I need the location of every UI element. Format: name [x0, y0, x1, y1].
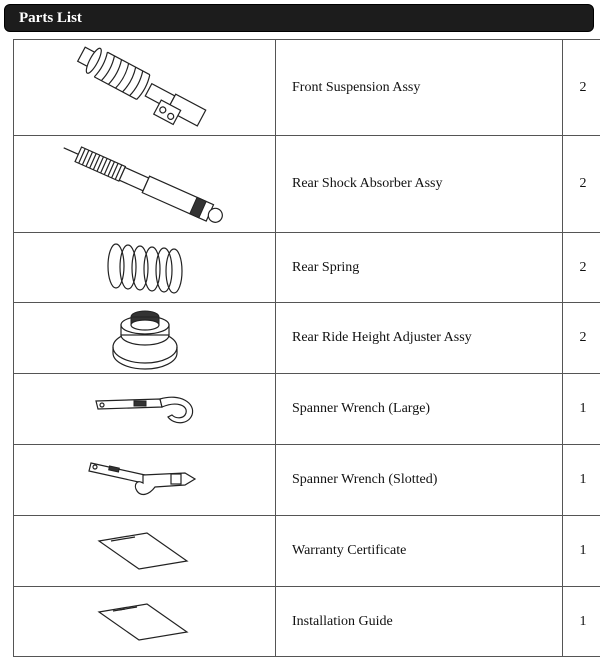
part-image-cell — [14, 40, 276, 136]
table-row — [14, 516, 600, 587]
table-row — [14, 445, 600, 516]
spanner-wrench-large-icon — [90, 389, 200, 429]
part-quantity: 1 — [563, 587, 600, 657]
part-quantity: 1 — [563, 445, 600, 516]
warranty-certificate-icon — [95, 529, 195, 573]
part-name: Rear Shock Absorber Assy — [276, 136, 563, 233]
table-row — [14, 303, 600, 374]
part-quantity: 1 — [563, 516, 600, 587]
ride-height-adjuster-icon — [105, 305, 185, 371]
part-name: Rear Spring — [276, 233, 563, 303]
part-name: Warranty Certificate — [276, 516, 563, 587]
part-image-cell — [14, 374, 276, 445]
parts-list-title: Parts List — [19, 10, 82, 26]
part-image-cell — [14, 587, 276, 657]
table-row — [14, 136, 600, 233]
part-name: Front Suspension Assy — [276, 40, 563, 136]
rear-shock-absorber-icon — [50, 138, 240, 230]
table-row — [14, 374, 600, 445]
table-row — [14, 233, 600, 303]
rear-spring-icon — [100, 236, 190, 300]
part-name: Spanner Wrench (Large) — [276, 374, 563, 445]
part-image-cell — [14, 233, 276, 303]
part-image-cell — [14, 445, 276, 516]
part-image-cell — [14, 303, 276, 374]
part-name: Spanner Wrench (Slotted) — [276, 445, 563, 516]
installation-guide-icon — [95, 600, 195, 644]
part-image-cell — [14, 516, 276, 587]
part-quantity: 2 — [563, 136, 600, 233]
parts-list-header — [4, 4, 594, 32]
table-row — [14, 587, 600, 657]
part-name: Installation Guide — [276, 587, 563, 657]
table-row — [14, 40, 600, 136]
part-quantity: 1 — [563, 374, 600, 445]
part-quantity: 2 — [563, 233, 600, 303]
part-name: Rear Ride Height Adjuster Assy — [276, 303, 563, 374]
part-quantity: 2 — [563, 40, 600, 136]
front-suspension-icon — [65, 43, 225, 133]
parts-table — [13, 39, 600, 657]
part-quantity: 2 — [563, 303, 600, 374]
spanner-wrench-slotted-icon — [85, 455, 205, 505]
part-image-cell — [14, 136, 276, 233]
